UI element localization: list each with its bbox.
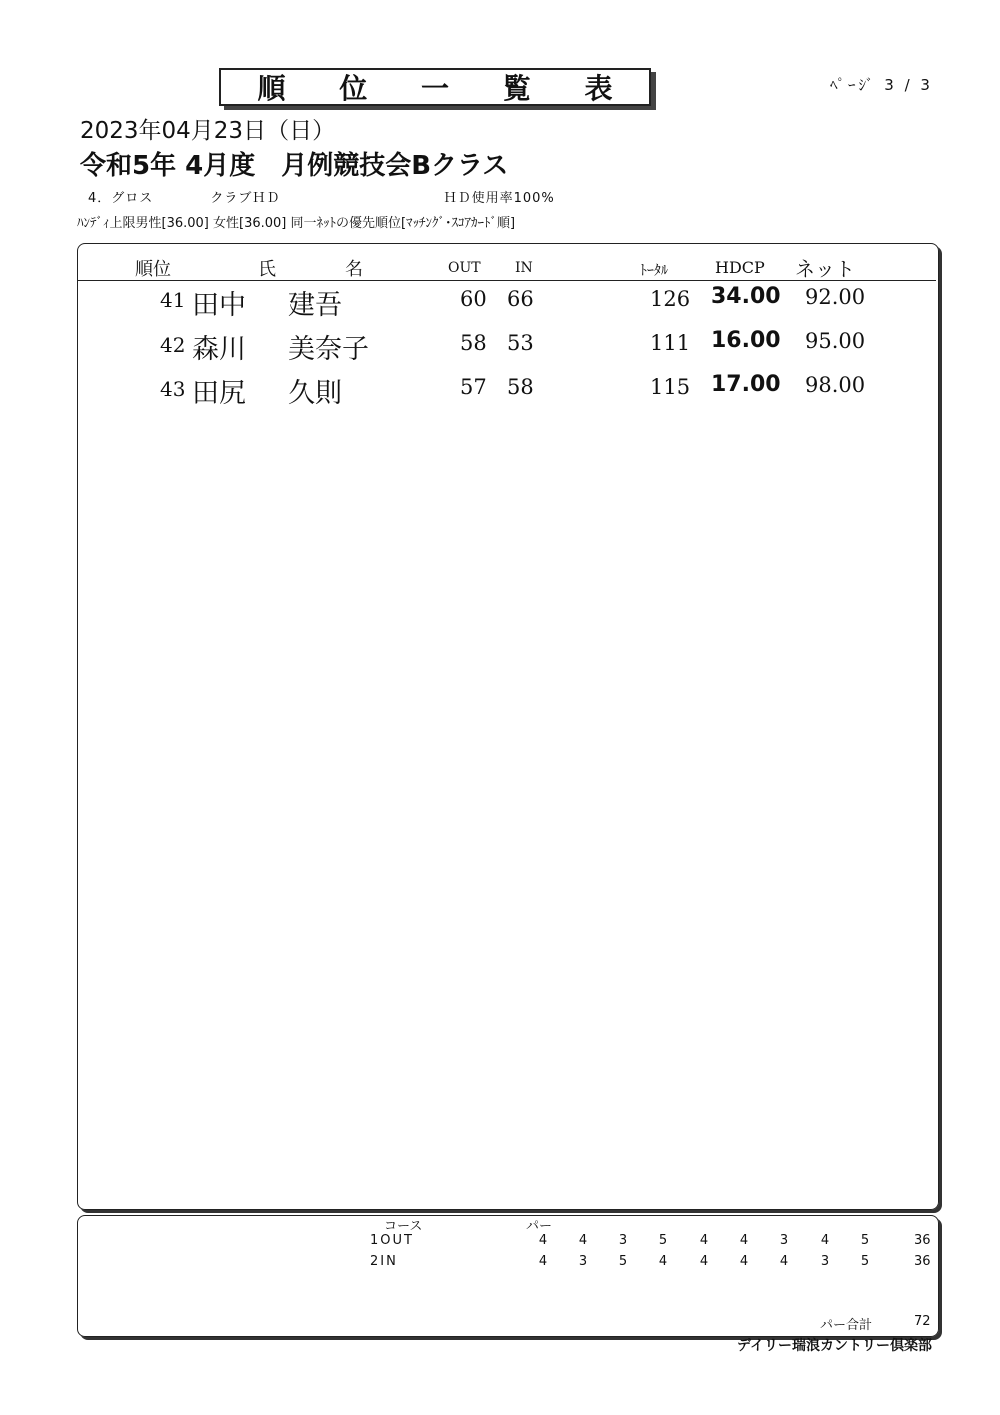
section-number: 4．グロス [88, 191, 154, 206]
par-value: 4 [820, 1233, 830, 1248]
par-value: 3 [618, 1233, 628, 1248]
row-given-name: 建吾 [288, 290, 342, 321]
row-given-name: 久則 [288, 378, 342, 409]
handicap-note: ﾊﾝﾃﾞｨ上限男性[36.00] 女性[36.00] 同一ﾈｯﾄの優先順位[ﾏｯﾁﾝｸﾞ･ｽｺｱｶｰﾄﾞ順] [77, 216, 516, 231]
par-value: 5 [860, 1233, 870, 1248]
row-in: 58 [507, 375, 534, 399]
row-out: 58 [460, 331, 487, 355]
col-total: ﾄｰﾀﾙ [640, 263, 668, 279]
row-hdcp: 17.00 [711, 372, 781, 397]
course-out-name: 1OUT [370, 1233, 414, 1248]
event-date: 2023年04月23日（日） [80, 118, 336, 144]
par-value: 4 [538, 1254, 548, 1269]
col-name-given: 名 [345, 259, 363, 280]
col-out: OUT [448, 260, 481, 276]
page-title: 順 位 一 覧 表 [257, 72, 635, 105]
par-value: 4 [739, 1233, 749, 1248]
row-in: 66 [507, 287, 534, 311]
par-row-total: 36 [914, 1233, 931, 1248]
par-value: 3 [779, 1233, 789, 1248]
row-net: 92.00 [805, 285, 866, 309]
row-total: 126 [650, 287, 691, 311]
hd-rate-label: ＨＤ使用率100% [443, 191, 555, 206]
row-rank: 41 [160, 288, 186, 312]
row-given-name: 美奈子 [288, 334, 369, 365]
row-total: 111 [650, 331, 691, 355]
course-label: コース [384, 1219, 423, 1234]
par-value: 5 [860, 1254, 870, 1269]
col-hdcp: HDCP [715, 258, 765, 277]
event-name: 令和5年 4月度 月例競技会Bクラス [80, 151, 509, 181]
row-family-name: 田尻 [192, 378, 246, 409]
par-value: 3 [578, 1254, 588, 1269]
par-total-label: パー合計 [820, 1318, 873, 1333]
par-value: 5 [658, 1233, 668, 1248]
par-value: 3 [820, 1254, 830, 1269]
row-rank: 43 [160, 377, 186, 401]
row-family-name: 森川 [192, 334, 246, 365]
row-hdcp: 16.00 [711, 328, 781, 353]
row-net: 95.00 [805, 329, 866, 353]
par-total-value: 72 [914, 1314, 931, 1329]
col-net: ネット [795, 257, 855, 281]
row-net: 98.00 [805, 373, 866, 397]
title-box [219, 68, 651, 106]
par-value: 5 [618, 1254, 628, 1269]
par-value: 4 [739, 1254, 749, 1269]
col-name-family: 氏 [258, 259, 276, 280]
par-value: 4 [699, 1233, 709, 1248]
par-label: パー [526, 1219, 553, 1234]
course-in-name: 2IN [370, 1254, 398, 1269]
par-value: 4 [779, 1254, 789, 1269]
row-family-name: 田中 [192, 290, 246, 321]
club-hd-label: クラブＨＤ [210, 191, 281, 206]
col-rank: 順位 [135, 259, 171, 280]
row-rank: 42 [160, 333, 186, 357]
row-out: 57 [460, 375, 487, 399]
par-row-total: 36 [914, 1254, 931, 1269]
col-in: IN [515, 260, 533, 276]
course-par-panel [77, 1215, 939, 1337]
row-hdcp: 34.00 [711, 284, 781, 309]
club-name: デイリー瑞浪カントリー倶楽部 [736, 1338, 932, 1354]
page-number: ﾍﾟｰｼﾞ 3 / 3 [830, 76, 933, 94]
par-value: 4 [538, 1233, 548, 1248]
subheader [88, 187, 555, 206]
par-value: 4 [658, 1254, 668, 1269]
row-out: 60 [460, 287, 487, 311]
row-in: 53 [507, 331, 534, 355]
par-value: 4 [699, 1254, 709, 1269]
par-value: 4 [578, 1233, 588, 1248]
row-total: 115 [650, 375, 691, 399]
